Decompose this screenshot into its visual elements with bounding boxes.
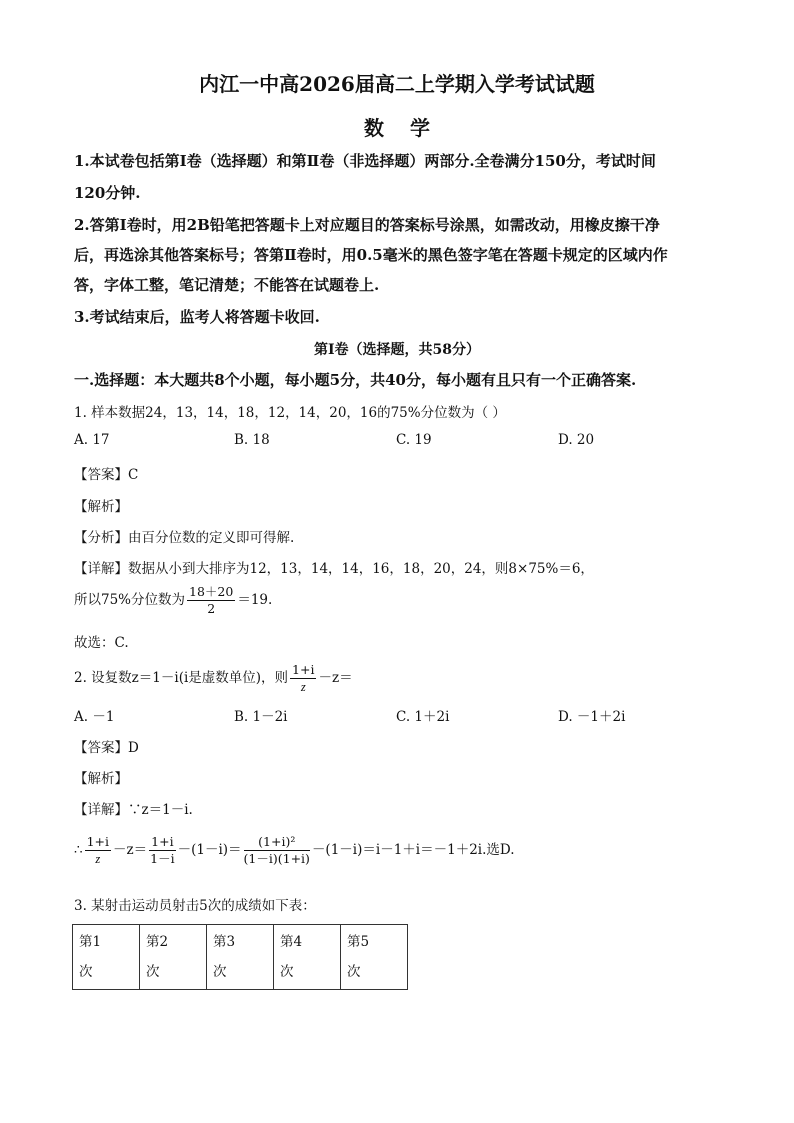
q2-stem-denominator: z bbox=[300, 680, 306, 694]
q2-solution-fraction-2 bbox=[149, 834, 175, 867]
q2-stem-fraction bbox=[290, 662, 316, 695]
instruction-1-line2: 120分钟. bbox=[74, 184, 141, 202]
q1-detail: 【详解】数据从小到大排序为12，13，14，14，16，18，20，24，则8×75%＝6， bbox=[74, 561, 594, 577]
q1-fraction bbox=[187, 584, 235, 617]
q2-detail: 【详解】∵z＝1－i. bbox=[74, 802, 193, 818]
q2-f2-numerator: 1+i bbox=[151, 834, 174, 849]
q1-detail2-suffix: ＝19. bbox=[237, 592, 273, 608]
q1-option-c: C. 19 bbox=[396, 432, 432, 448]
q3-header-1-top: 第1 bbox=[79, 934, 102, 950]
q3-header-4-top: 第4 bbox=[280, 934, 303, 950]
page-title: 内江一中高2026届高二上学期入学考试试题 bbox=[199, 72, 595, 96]
q1-option-b: B. 18 bbox=[234, 432, 270, 448]
q2-solution-mid-1: －z＝ bbox=[113, 842, 148, 858]
q2-stem bbox=[74, 662, 353, 695]
q2-solution-fraction-3 bbox=[244, 834, 310, 867]
q2-f2-denominator: 1－i bbox=[150, 851, 175, 866]
table-row bbox=[73, 925, 408, 990]
q1-option-d: D. 20 bbox=[558, 432, 595, 448]
q3-header-cell-2 bbox=[140, 925, 207, 990]
q3-header-4-bottom: 次 bbox=[280, 964, 294, 980]
q2-solution-mid-2: －(1－i)＝ bbox=[177, 842, 242, 858]
instruction-1-line1: 1.本试卷包括第Ⅰ卷（选择题）和第Ⅱ卷（非选择题）两部分.全卷满分150分，考试时间 bbox=[74, 152, 656, 170]
q3-header-3-bottom: 次 bbox=[213, 964, 227, 980]
q2-option-b: B. 1－2i bbox=[234, 709, 288, 725]
q2-stem-prefix: 2. 设复数z＝1－i(i是虚数单位)，则 bbox=[74, 670, 289, 686]
q2-therefore: ∴ bbox=[74, 842, 83, 858]
q2-f1-denominator: z bbox=[95, 852, 101, 866]
q1-answer: 【答案】C bbox=[74, 467, 139, 483]
q2-analysis-label: 【解析】 bbox=[74, 771, 128, 787]
q2-stem-numerator: 1+i bbox=[292, 662, 315, 677]
q3-header-cell-5 bbox=[341, 925, 408, 990]
q1-detail2-prefix: 所以75%分位数为 bbox=[74, 592, 186, 608]
instruction-2-line3: 答，字体工整，笔记清楚；不能答在试题卷上. bbox=[74, 276, 380, 294]
q2-option-c: C. 1＋2i bbox=[396, 709, 450, 725]
q2-solution bbox=[74, 834, 515, 867]
section-title: 第Ⅰ卷（选择题，共58分） bbox=[313, 342, 481, 358]
q3-header-3-top: 第3 bbox=[213, 934, 236, 950]
q2-option-a: A. －1 bbox=[74, 709, 115, 725]
q1-fraction-numerator: 18＋20 bbox=[189, 584, 234, 599]
q2-answer: 【答案】D bbox=[74, 740, 139, 756]
q1-detail-line2 bbox=[74, 584, 272, 617]
q1-fraction-denominator: 2 bbox=[207, 601, 216, 616]
q2-f1-numerator: 1+i bbox=[86, 834, 110, 849]
q2-solution-fraction-1 bbox=[85, 834, 111, 867]
q3-header-cell-1 bbox=[73, 925, 140, 990]
subject-heading: 数学 bbox=[364, 116, 456, 140]
q3-header-2-bottom: 次 bbox=[146, 964, 160, 980]
part-heading: 一.选择题：本大题共8个小题，每小题5分，共40分，每小题有且只有一个正确答案. bbox=[74, 371, 637, 389]
q1-option-a: A. 17 bbox=[74, 432, 110, 448]
instruction-2-line2: 后，再选涂其他答案标号；答第Ⅱ卷时，用0.5毫米的黑色签字笔在答题卡规定的区域内作 bbox=[74, 246, 668, 264]
q2-f3-numerator: (1+i)² bbox=[244, 834, 310, 851]
q2-f3-denominator: (1－i)(1+i) bbox=[243, 851, 310, 866]
q1-analysis-label: 【解析】 bbox=[74, 499, 128, 515]
q2-solution-tail: －(1－i)＝i－1＋i＝－1＋2i.选D. bbox=[311, 842, 515, 858]
q1-stem: 1. 样本数据24，13，14，18，12，14，20，16的75%分位数为（ ） bbox=[74, 405, 506, 421]
q3-header-1-bottom: 次 bbox=[79, 964, 93, 980]
q1-choose: 故选：C. bbox=[74, 635, 129, 651]
q3-header-cell-3 bbox=[207, 925, 274, 990]
instruction-2-line1: 2.答第Ⅰ卷时，用2B铅笔把答题卡上对应题目的答案标号涂黑，如需改动，用橡皮擦干净 bbox=[74, 216, 660, 234]
q2-option-d: D. －1＋2i bbox=[558, 709, 626, 725]
q2-stem-suffix: －z＝ bbox=[318, 670, 353, 686]
q3-header-cell-4 bbox=[274, 925, 341, 990]
q3-header-2-top: 第2 bbox=[146, 934, 169, 950]
instruction-3-line1: 3.考试结束后，监考人将答题卡收回. bbox=[74, 308, 320, 326]
q3-stem: 3. 某射击运动员射击5次的成绩如下表： bbox=[74, 898, 316, 914]
q3-header-5-bottom: 次 bbox=[347, 964, 361, 980]
q1-fenxi: 【分析】由百分位数的定义即可得解. bbox=[74, 530, 295, 546]
q3-scores-table bbox=[72, 924, 408, 990]
q3-header-5-top: 第5 bbox=[347, 934, 370, 950]
